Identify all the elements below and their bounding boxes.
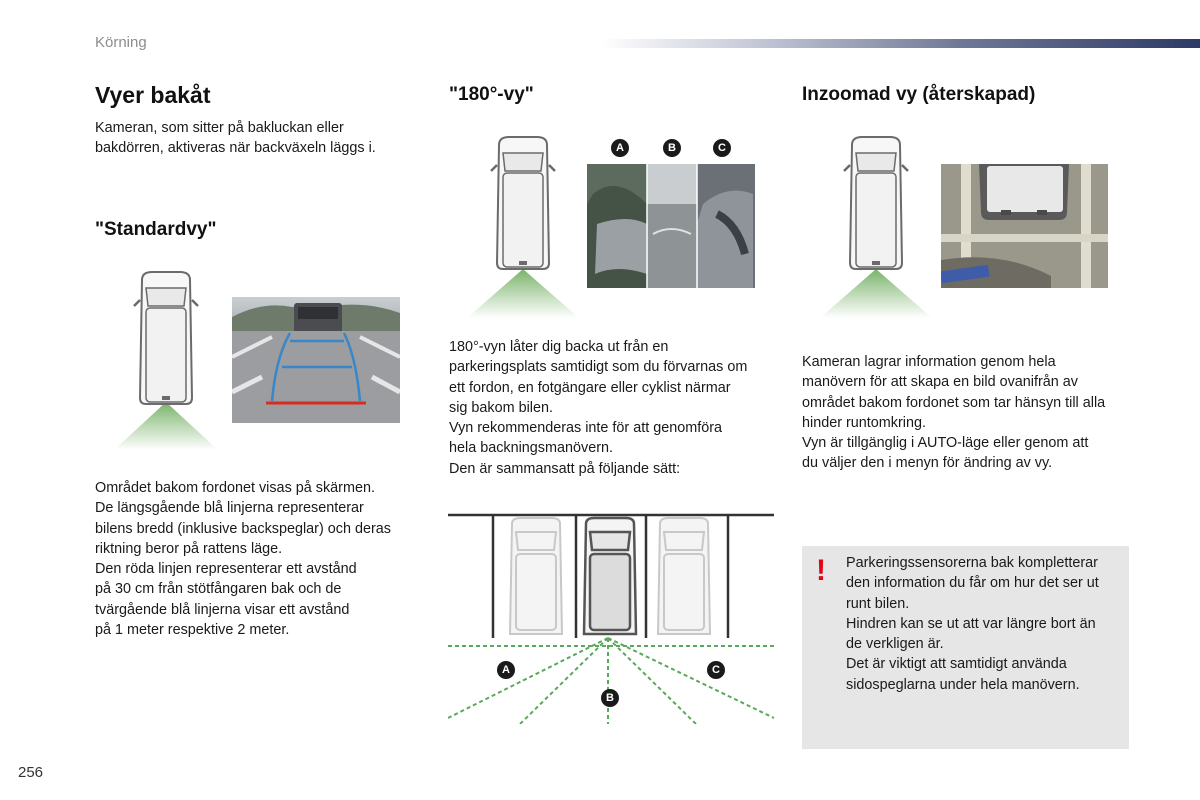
body-line: riktning beror på rattens läge. [95,540,283,557]
page-title: Vyer bakåt [95,82,211,108]
body-line: parkeringsplats samtidigt som du förvarnas om [449,359,748,376]
label-c-badge: C [713,139,731,157]
body-line: De längsgående blå linjerna representerar [95,500,364,517]
parked-van-right [658,518,710,634]
camera-screen-180 [587,164,755,288]
zoom-view-text [802,352,1142,474]
body-line: hinder runtomkring. [802,414,926,431]
warning-line: runt bilen. [846,595,910,612]
header-gradient-bar [600,39,1200,48]
section-label: Körning [95,34,147,51]
zoom-view-title: Inzoomad vy (återskapad) [802,84,1036,105]
body-line: tvärgående blå linjerna visar ett avstånd [95,601,350,618]
body-line: Området bakom fordonet visas på skärmen. [95,480,375,496]
body-line: på 1 meter respektive 2 meter. [95,622,290,639]
page-number: 256 [18,764,44,781]
body-line: manövern för att skapa en bild ovanifrån av [802,374,1078,391]
body-line: Kameran lagrar information genom hela [802,354,1056,370]
body-line: bilens bredd (inklusive backspeglar) och deras [95,520,391,537]
standard-camera-screen [232,297,400,423]
camera-cone [118,402,218,450]
body-line: hela backningsmanövern. [449,440,613,457]
warning-text [846,553,1126,695]
body-line: sig bakom bilen. [449,399,553,416]
warning-line: Hindren kan se ut att var längre bort än [846,615,1096,632]
body-line: du väljer den i menyn för ändring av vy. [802,455,1053,472]
parked-van-left [510,518,562,634]
camera-coverage-lines [448,638,774,724]
van-camera-diagram [118,270,230,450]
body-line: Vyn är tillgänglig i AUTO-läge eller genom att [802,435,1089,452]
warning-line: den information du får om hur det ser ut [846,575,1099,592]
warning-line: Parkeringssensorerna bak kompletterar [846,555,1098,571]
van-camera-diagram-zoom [820,133,936,318]
diagram-label-b: B [601,689,619,707]
camera-cone [820,269,932,318]
label-b-badge: B [663,139,681,157]
label-a-badge: A [611,139,629,157]
zoom-camera-screen [941,164,1108,288]
view-180-text [449,337,779,479]
body-line: Den är sammansatt på följande sätt: [449,460,681,477]
reversing-van [584,518,636,634]
van-top-view [134,272,198,404]
body-line: området bakom fordonet som tar hänsyn till alla [802,394,1106,411]
intro-line: Kameran, som sitter på bakluckan eller [95,120,344,136]
warning-line: de verkligen är. [846,636,944,653]
camera-cone [467,269,579,318]
body-line: 180°-vyn låter dig backa ut från en [449,339,669,355]
body-line: Vyn rekommenderas inte för att genomföra [449,420,723,437]
body-line: ett fordon, en fotgängare eller cyklist närmar [449,379,731,396]
van-top-view [844,137,908,269]
body-line: på 30 cm från stötfångaren bak och de [95,581,342,598]
warning-line: sidospeglarna under hela manövern. [846,676,1080,693]
warning-line: Det är viktigt att samtidigt använda [846,656,1067,673]
body-line: Den röda linjen representerar ett avstånd [95,561,357,578]
standard-view-text [95,478,425,640]
van-top-view [491,137,555,269]
standard-view-title: "Standardvy" [95,219,217,240]
diagram-label-c: C [707,661,725,679]
intro-text [95,118,415,159]
view-180-title: "180°-vy" [449,84,534,105]
exclamation-icon: ! [816,554,826,587]
van-rear-top-view [979,164,1069,220]
intro-line: bakdörren, aktiveras när backväxeln läggs i. [95,140,376,157]
diagram-label-a: A [497,661,515,679]
van-camera-diagram-180 [467,133,583,318]
